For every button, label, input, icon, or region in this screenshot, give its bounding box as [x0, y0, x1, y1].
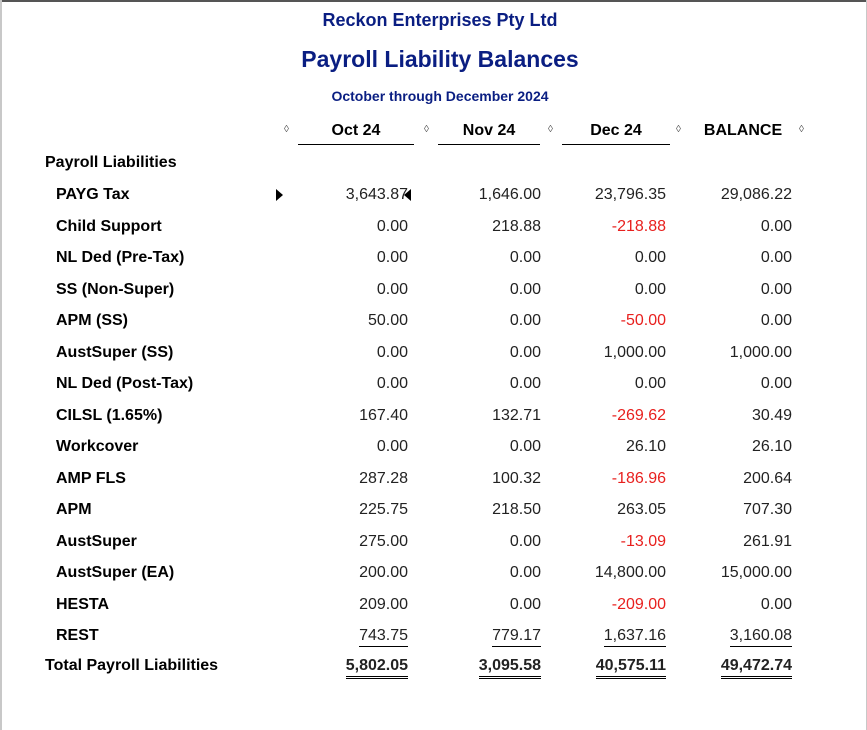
cell-balance[interactable]: 0.00 — [760, 281, 792, 298]
cell-nov[interactable]: 0.00 — [509, 344, 541, 361]
row-label: CILSL (1.65%) — [56, 407, 163, 424]
selected-cell-right-marker-icon — [276, 189, 283, 201]
row-label: AMP FLS — [56, 470, 126, 487]
table-row[interactable] — [0, 344, 867, 372]
cell-dec[interactable]: 0.00 — [634, 375, 666, 392]
column-header-balance[interactable]: BALANCE — [703, 122, 783, 139]
cell-oct[interactable]: 50.00 — [367, 312, 408, 329]
cell-oct[interactable]: 167.40 — [359, 407, 408, 424]
cell-nov[interactable]: 218.50 — [492, 501, 541, 518]
cell-nov[interactable]: 0.00 — [509, 312, 541, 329]
row-label: AustSuper (EA) — [56, 564, 175, 581]
cell-balance[interactable]: 0.00 — [760, 249, 792, 266]
cell-oct[interactable]: 0.00 — [376, 375, 408, 392]
cell-dec[interactable]: -218.88 — [611, 218, 666, 235]
table-row[interactable] — [0, 375, 867, 403]
cell-oct[interactable]: 0.00 — [376, 438, 408, 455]
cell-oct[interactable]: 275.00 — [359, 533, 408, 550]
cell-balance[interactable]: 0.00 — [760, 596, 792, 613]
table-row[interactable] — [0, 627, 867, 655]
row-label: REST — [56, 627, 99, 644]
cell-oct[interactable]: 743.75 — [359, 627, 408, 647]
row-label: NL Ded (Pre-Tax) — [56, 249, 185, 266]
cell-nov[interactable]: 0.00 — [509, 375, 541, 392]
row-label: AustSuper — [56, 533, 137, 550]
table-row[interactable] — [0, 312, 867, 340]
section-label: Payroll Liabilities — [45, 154, 177, 171]
table-row[interactable] — [0, 218, 867, 246]
cell-balance[interactable]: 0.00 — [760, 375, 792, 392]
column-resize-diamond-icon[interactable]: ◊ — [676, 124, 681, 135]
selected-cell-left-marker-icon — [404, 189, 411, 201]
column-header-nov[interactable]: Nov 24 — [438, 122, 540, 145]
cell-nov[interactable]: 0.00 — [509, 533, 541, 550]
table-row[interactable] — [0, 533, 867, 561]
cell-nov[interactable]: 1,646.00 — [478, 186, 541, 203]
cell-nov[interactable]: 0.00 — [509, 281, 541, 298]
table-row[interactable] — [0, 438, 867, 466]
table-row[interactable] — [0, 564, 867, 592]
cell-dec[interactable]: -186.96 — [611, 470, 666, 487]
cell-nov[interactable]: 218.88 — [492, 218, 541, 235]
cell-dec[interactable]: -269.62 — [611, 407, 666, 424]
report-period: October through December 2024 — [331, 88, 549, 104]
section-row — [0, 154, 867, 182]
cell-balance[interactable]: 30.49 — [751, 407, 792, 424]
cell-dec[interactable]: 1,000.00 — [603, 344, 666, 361]
cell-balance[interactable]: 29,086.22 — [720, 186, 792, 203]
cell-balance[interactable]: 261.91 — [743, 533, 792, 550]
cell-oct[interactable]: 0.00 — [376, 249, 408, 266]
report-title: Payroll Liability Balances — [301, 46, 579, 72]
cell-balance[interactable]: 200.64 — [743, 470, 792, 487]
cell-balance[interactable]: 0.00 — [760, 312, 792, 329]
cell-dec[interactable]: 1,637.16 — [604, 627, 666, 647]
table-row[interactable] — [0, 186, 867, 214]
row-label: Workcover — [56, 438, 139, 455]
row-label: APM (SS) — [56, 312, 128, 329]
cell-oct[interactable]: 0.00 — [376, 344, 408, 361]
row-label: AustSuper (SS) — [56, 344, 174, 361]
cell-nov[interactable]: 779.17 — [492, 627, 541, 647]
table-row[interactable] — [0, 470, 867, 498]
cell-balance[interactable]: 1,000.00 — [729, 344, 792, 361]
column-header-dec[interactable]: Dec 24 — [562, 122, 670, 145]
cell-oct[interactable]: 209.00 — [359, 596, 408, 613]
cell-nov[interactable]: 132.71 — [492, 407, 541, 424]
cell-nov[interactable]: 0.00 — [509, 249, 541, 266]
total-value-oct[interactable]: 5,802.05 — [346, 657, 408, 679]
company-name: Reckon Enterprises Pty Ltd — [322, 10, 558, 30]
table-row[interactable] — [0, 596, 867, 624]
cell-oct[interactable]: 0.00 — [376, 281, 408, 298]
cell-oct[interactable]: 287.28 — [359, 470, 408, 487]
cell-oct[interactable]: 200.00 — [359, 564, 408, 581]
table-row[interactable] — [0, 407, 867, 435]
column-resize-diamond-icon[interactable]: ◊ — [799, 124, 804, 135]
cell-nov[interactable]: 0.00 — [509, 438, 541, 455]
cell-balance[interactable]: 3,160.08 — [730, 627, 792, 647]
total-label: Total Payroll Liabilities — [45, 657, 219, 674]
total-row[interactable] — [0, 657, 867, 685]
column-resize-diamond-icon[interactable]: ◊ — [284, 124, 289, 135]
cell-nov[interactable]: 0.00 — [509, 596, 541, 613]
cell-dec[interactable]: 14,800.00 — [594, 564, 666, 581]
total-value-dec[interactable]: 40,575.11 — [596, 657, 666, 679]
column-resize-diamond-icon[interactable]: ◊ — [424, 124, 429, 135]
column-resize-diamond-icon[interactable]: ◊ — [548, 124, 553, 135]
row-label: NL Ded (Post-Tax) — [56, 375, 194, 392]
row-label: PAYG Tax — [56, 186, 130, 203]
table-row[interactable] — [0, 249, 867, 277]
cell-balance[interactable]: 0.00 — [760, 218, 792, 235]
row-label: APM — [56, 501, 92, 518]
table-row[interactable] — [0, 501, 867, 529]
row-label: HESTA — [56, 596, 110, 613]
cell-dec[interactable]: 0.00 — [634, 249, 666, 266]
cell-dec[interactable]: -209.00 — [611, 596, 666, 613]
cell-dec[interactable]: 26.10 — [625, 438, 666, 455]
row-label: SS (Non-Super) — [56, 281, 175, 298]
column-header-oct[interactable]: Oct 24 — [298, 122, 414, 145]
cell-nov[interactable]: 100.32 — [492, 470, 541, 487]
table-row[interactable] — [0, 281, 867, 309]
cell-dec[interactable]: 23,796.35 — [594, 186, 666, 203]
cell-oct[interactable]: 225.75 — [359, 501, 408, 518]
total-value-balance[interactable]: 49,472.74 — [721, 657, 792, 679]
cell-nov[interactable]: 0.00 — [509, 564, 541, 581]
cell-balance[interactable]: 15,000.00 — [720, 564, 792, 581]
cell-dec[interactable]: 263.05 — [617, 501, 666, 518]
cell-dec[interactable]: -50.00 — [620, 312, 666, 329]
cell-oct[interactable]: 3,643.87 — [345, 186, 408, 203]
cell-dec[interactable]: 0.00 — [634, 281, 666, 298]
total-value-nov[interactable]: 3,095.58 — [479, 657, 541, 679]
cell-balance[interactable]: 707.30 — [743, 501, 792, 518]
cell-dec[interactable]: -13.09 — [620, 533, 666, 550]
row-label: Child Support — [56, 218, 162, 235]
cell-balance[interactable]: 26.10 — [751, 438, 792, 455]
cell-oct[interactable]: 0.00 — [376, 218, 408, 235]
window-top-border — [0, 0, 867, 2]
